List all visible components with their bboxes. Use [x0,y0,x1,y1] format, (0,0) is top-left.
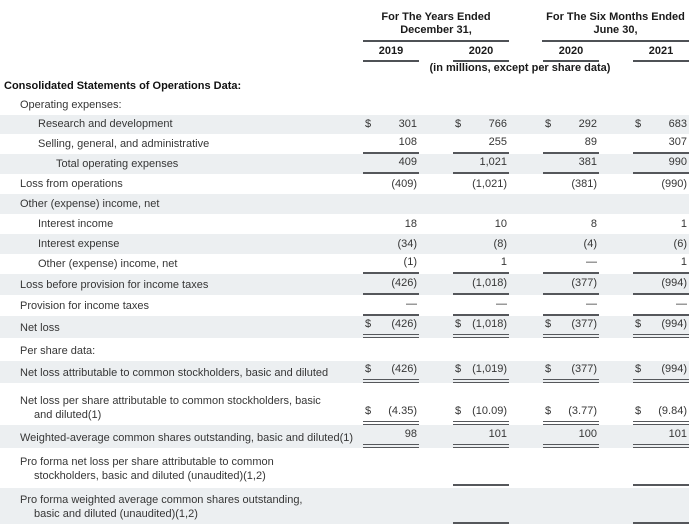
value-cell [453,317,509,338]
period-group-line2: June 30, [593,24,638,36]
value-cell [633,177,689,194]
period-group-line1: For The Six Months Ended [546,11,685,23]
value-cell [633,237,689,254]
value-cell [543,177,599,194]
value-cell [633,255,689,274]
value-cell [543,297,599,316]
value-cell [363,358,419,361]
value-cell [543,211,599,214]
cell-value: (426) [391,318,417,330]
units-note: (in millions, except per share data) [429,62,611,74]
table-row [0,361,689,383]
value-cell [363,135,419,154]
value-cell [363,317,419,338]
row-label: Provision for income taxes [20,300,149,312]
cell-value: 10 [494,218,507,230]
value-cell [543,404,599,425]
currency-symbol: $ [635,363,642,375]
value-cell [363,483,419,486]
cell-value: 108 [398,136,417,148]
cell-value: 292 [578,118,597,130]
cell-value: 683 [668,118,687,130]
value-cell [453,237,509,254]
currency-symbol: $ [455,318,462,330]
value-cell [543,237,599,254]
row-label: Consolidated Statements of Operations Data: [4,80,242,92]
row-label: Pro forma weighted average common shares outstanding, basic and diluted (unaudited)(1,2) [20,494,303,520]
value-cell [633,276,689,295]
currency-symbol: $ [455,118,462,130]
row-label: Pro forma net loss per share attributable to common stockholders, basic and diluted (unaudited)(1,2) [20,456,274,482]
value-cell [633,404,689,425]
value-cell [363,117,419,134]
cell-value: (426) [391,277,417,289]
value-cell [453,404,509,425]
value-cell [363,93,419,96]
value-cell [633,481,689,486]
currency-symbol: $ [635,318,642,330]
value-cell [633,211,689,214]
value-cell [453,93,509,96]
value-cell [633,358,689,361]
cell-value: — [496,298,507,310]
value-cell [453,217,509,234]
cell-value: 381 [578,156,597,168]
cell-value: (10.09) [472,405,507,417]
value-cell [363,255,419,274]
cell-value: (994) [661,318,687,330]
period-group-line1: For The Years Ended [381,11,491,23]
value-cell [633,155,689,174]
table-row [0,96,689,115]
cell-value: (1) [403,256,417,268]
value-cell [453,112,509,115]
row-label: Total operating expenses [56,158,179,170]
row-label: Other (expense) income, net [20,198,160,210]
cell-value: 8 [590,218,597,230]
value-cell [633,117,689,134]
cell-value: — [586,298,597,310]
table-row [0,274,689,295]
cell-value: 1 [680,218,687,230]
cell-value: 1 [680,256,687,268]
value-cell [543,135,599,154]
value-cell [363,276,419,295]
value-cell [363,177,419,194]
table-row [0,134,689,154]
value-cell [453,297,509,316]
cell-value: 990 [668,156,687,168]
value-cell [633,217,689,234]
value-cell [543,483,599,486]
value-cell [453,362,509,383]
currency-symbol: $ [455,405,462,417]
cell-value: — [586,256,597,268]
row-label: Loss from operations [20,178,123,190]
cell-value: (6) [673,238,687,250]
row-label: Interest expense [38,238,120,250]
row-label: Net loss per share attributable to common stockholders, basic and diluted(1) [20,395,321,421]
cell-value: (381) [571,178,597,190]
table-row [0,452,689,486]
year-column-header: 2021 [633,45,689,62]
cell-value: 18 [404,218,417,230]
row-label: Selling, general, and administrative [38,138,210,150]
year-column-header: 2020 [453,45,509,62]
table-row [0,76,689,96]
currency-symbol: $ [545,118,552,130]
value-cell [543,217,599,234]
value-cell [363,217,419,234]
value-cell [453,481,509,486]
currency-symbol: $ [635,405,642,417]
value-cell [543,317,599,338]
currency-symbol: $ [545,405,552,417]
cell-value: (377) [571,363,597,375]
cell-value: (1,019) [472,363,507,375]
table-header [0,0,689,76]
cell-value: 255 [488,136,507,148]
value-cell [363,297,419,316]
table-row [0,425,689,448]
row-label: Per share data: [20,345,96,357]
table-row [0,340,689,361]
value-cell [633,317,689,338]
value-cell [543,155,599,174]
value-cell [363,362,419,383]
cell-value: 1,021 [479,156,507,168]
table-row [0,387,689,425]
currency-symbol: $ [365,363,372,375]
cell-value: 766 [488,118,507,130]
period-group-years-ended [363,11,509,42]
row-label: Net loss [20,322,60,334]
cell-value: — [676,298,687,310]
value-cell [363,211,419,214]
value-cell [543,93,599,96]
year-column-header: 2020 [543,45,599,62]
cell-value: (1,018) [472,318,507,330]
cell-value: 1 [500,256,507,268]
cell-value: (377) [571,318,597,330]
cell-value: 301 [398,118,417,130]
value-cell [363,155,419,174]
year-column-header: 2019 [363,45,419,62]
value-cell [633,297,689,316]
table-row [0,316,689,338]
cell-value: (994) [661,277,687,289]
value-cell [453,358,509,361]
value-cell [453,135,509,154]
cell-value: (4) [583,238,597,250]
currency-symbol: $ [545,318,552,330]
cell-value: 100 [578,428,597,440]
value-cell [453,155,509,174]
table-row [0,115,689,134]
cell-value: (1,021) [472,178,507,190]
cell-value: (377) [571,277,597,289]
row-label: Operating expenses: [20,99,122,111]
value-cell [363,427,419,448]
currency-symbol: $ [635,118,642,130]
value-cell [633,427,689,448]
cell-value: 101 [668,428,687,440]
value-cell [453,211,509,214]
row-label: Loss before provision for income taxes [20,279,209,291]
value-cell [453,255,509,274]
period-group-line2: December 31, [400,24,472,36]
value-cell [453,427,509,448]
value-cell [543,521,599,524]
table-row [0,488,689,524]
value-cell [363,521,419,524]
value-cell [363,112,419,115]
cell-value: 101 [488,428,507,440]
cell-value: (994) [661,363,687,375]
value-cell [543,427,599,448]
table-row [0,174,689,194]
row-label: Interest income [38,218,114,230]
value-cell [633,112,689,115]
value-cell [633,519,689,524]
currency-symbol: $ [455,363,462,375]
table-row [0,194,689,214]
value-cell [633,362,689,383]
cell-value: (34) [397,238,417,250]
cell-value: (8) [493,238,507,250]
cell-value: (409) [391,178,417,190]
value-cell [633,93,689,96]
cell-value: (4.35) [388,405,417,417]
value-cell [543,362,599,383]
table-row [0,214,689,234]
cell-value: (426) [391,363,417,375]
row-label: Net loss attributable to common stockholders, basic and diluted [20,367,329,379]
table-row [0,154,689,174]
currency-symbol: $ [365,318,372,330]
value-cell [363,404,419,425]
cell-value: 89 [584,136,597,148]
row-label: Research and development [38,118,173,130]
currency-symbol: $ [365,405,372,417]
row-label: Other (expense) income, net [38,258,178,270]
value-cell [453,117,509,134]
cell-value: 98 [404,428,417,440]
currency-symbol: $ [365,118,372,130]
table-row [0,295,689,316]
value-cell [633,135,689,154]
cell-value: 409 [398,156,417,168]
cell-value: (3.77) [568,405,597,417]
value-cell [543,255,599,274]
cell-value: (9.84) [658,405,687,417]
cell-value: — [406,298,417,310]
cell-value: (1,018) [472,277,507,289]
cell-value: 307 [668,136,687,148]
table-row [0,234,689,254]
cell-value: (990) [661,178,687,190]
value-cell [543,276,599,295]
value-cell [543,117,599,134]
value-cell [453,276,509,295]
value-cell [453,177,509,194]
row-label: Weighted-average common shares outstanding, basic and diluted(1) [20,432,354,444]
period-group-six-months-ended [542,11,689,42]
value-cell [543,112,599,115]
value-cell [363,237,419,254]
currency-symbol: $ [545,363,552,375]
value-cell [543,358,599,361]
table-row [0,254,689,274]
value-cell [453,519,509,524]
